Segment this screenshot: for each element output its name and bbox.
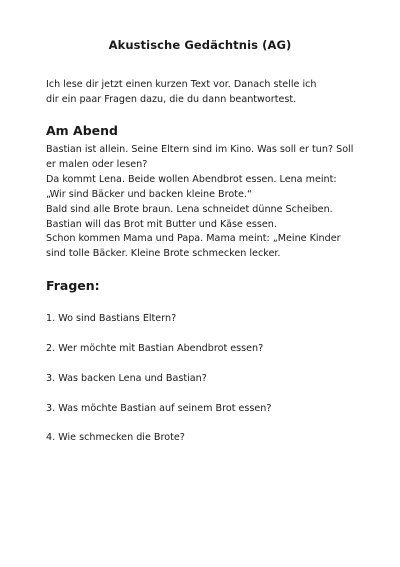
intro-line: dir ein paar Fragen dazu, die du dann beantwortest. [46, 94, 297, 105]
story-line: Bastian ist allein. Seine Eltern sind im Kino. Was soll er tun? Soll [46, 144, 354, 155]
question-item: 3. Was backen Lena und Bastian? [46, 373, 207, 384]
question-item: 2. Wer möchte mit Bastian Abendbrot essen? [46, 343, 264, 354]
story-line: Bastian will das Brot mit Butter und Käse essen. [46, 218, 277, 230]
story-line: Da kommt Lena. Beide wollen Abendbrot essen. Lena meint: [46, 173, 337, 185]
question-item: 3. Was möchte Bastian auf seinem Brot essen? [46, 403, 272, 414]
page-title: Akustische Gedächtnis (AG) [108, 38, 292, 52]
questions-heading: Fragen: [46, 278, 100, 293]
story-heading: Am Abend [46, 123, 118, 138]
story-text [46, 143, 376, 262]
intro-text [46, 77, 366, 107]
intro-line: Ich lese dir jetzt einen kurzen Text vor. Danach stelle ich [46, 79, 317, 90]
question-item: 4. Wie schmecken die Brote? [46, 432, 185, 443]
story-line: Bald sind alle Brote braun. Lena schneidet dünne Scheiben. [46, 203, 333, 215]
story-line: „Wir sind Bäcker und backen kleine Brote.“ [46, 188, 252, 200]
story-line: sind tolle Bäcker. Kleine Brote schmecken lecker. [46, 248, 281, 260]
story-line: er malen oder lesen? [46, 158, 148, 170]
story-line: Schon kommen Mama und Papa. Mama meint: „Meine Kinder [46, 233, 341, 245]
question-item: 1. Wo sind Bastians Eltern? [46, 313, 177, 324]
